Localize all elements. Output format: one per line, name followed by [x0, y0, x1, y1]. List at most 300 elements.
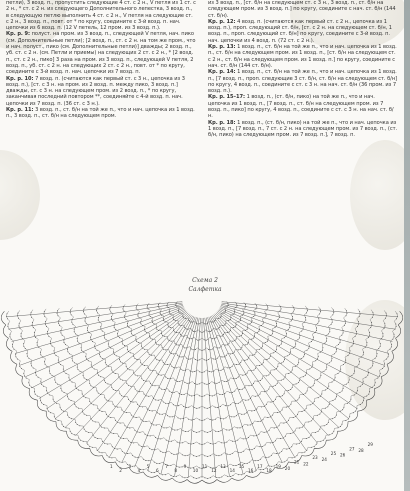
- chart-stitch: [252, 355, 253, 356]
- rose-decoration-mid-left: [0, 150, 40, 240]
- chart-arch: [181, 404, 191, 407]
- chart-stitch: [95, 348, 96, 349]
- chart-stitch: [244, 414, 245, 415]
- chart-stitch: [75, 333, 76, 334]
- chart-stitch: [242, 426, 243, 427]
- chart-stitch: [76, 406, 77, 407]
- chart-stitch: [30, 314, 31, 315]
- chart-stitch: [235, 326, 236, 327]
- chart-stitch: [318, 356, 319, 357]
- chart-stitch: [158, 344, 159, 345]
- chart-row-number: 3: [128, 464, 132, 469]
- chart-stitch: [366, 396, 367, 397]
- chart-stitch: [171, 366, 172, 367]
- chart-stitch: [145, 434, 146, 435]
- chart-stitch: [147, 307, 148, 308]
- chart-stitch: [372, 312, 373, 313]
- chart-stitch: [215, 419, 216, 420]
- chart-stitch: [247, 463, 248, 464]
- chart-arch: [155, 410, 165, 414]
- chart-stitch: [114, 327, 115, 328]
- chart-stitch: [320, 396, 321, 397]
- chart-stitch: [340, 371, 341, 372]
- chart-stitch: [158, 330, 159, 331]
- chart-stitch: [130, 352, 131, 353]
- chart-stitch: [244, 360, 245, 361]
- chart-stitch: [329, 329, 330, 330]
- chart-stitch: [104, 380, 105, 381]
- chart-stitch: [173, 476, 174, 477]
- chart-stitch: [267, 307, 268, 308]
- chart-stitch: [359, 311, 360, 312]
- chart-stitch: [27, 353, 28, 354]
- chart-stitch: [245, 304, 246, 305]
- chart-strand: [220, 308, 379, 377]
- chart-stitch: [232, 353, 233, 354]
- chart-stitch: [251, 339, 252, 340]
- chart-stitch: [173, 319, 174, 320]
- chart-stitch: [108, 346, 109, 347]
- chart-stitch: [132, 466, 133, 467]
- chart-stitch: [104, 443, 105, 444]
- chart-stitch: [166, 305, 167, 306]
- chart-stitch: [295, 366, 296, 367]
- chart-stitch: [21, 336, 22, 337]
- chart-stitch: [146, 332, 147, 333]
- chart-stitch: [181, 394, 182, 395]
- chart-stitch: [171, 453, 172, 454]
- chart-stitch: [127, 349, 128, 350]
- chart-stitch: [7, 313, 8, 314]
- paragraph-row-12: Кр. р. 12: 4 возд. п. (считаются как первый ст. с 2 н., цепочка из 1 возд. п.), проп. следующий ст. б/н, [ст. с 2 н. на следующем ст. б/н, 1 возд. п., проп. следующий ст. б/н] по кругу, соедините с 3-й возд. п. нач. цепочки из 4 возд. п. (72 ст. с 2 н.).: [208, 18, 392, 44]
- chart-stitch: [297, 339, 298, 340]
- chart-stitch: [245, 344, 246, 345]
- chart-stitch: [139, 432, 140, 433]
- chart-arch: [387, 341, 391, 351]
- chart-stitch: [113, 372, 114, 373]
- chart-stitch: [238, 474, 239, 475]
- chart-stitch: [219, 327, 220, 328]
- chart-row-number: 23: [312, 455, 318, 461]
- paragraph-row-14: Кр. р. 14: 1 возд. п., ст. б/н на той же п., что и нач. цепочка из 1 возд. п., [7 возд. п., проп. следующие 3 ст. б/н, ст. б/н на следующем ст. б/н] по кругу, 4 возд. п., соедините с ст. с 3 н. на нач. ст. б/н (36 пром. из 7 возд. п.).: [208, 69, 398, 95]
- chart-stitch: [326, 367, 327, 368]
- chart-stitch: [382, 333, 383, 334]
- chart-stitch: [217, 347, 218, 348]
- chart-stitch: [144, 446, 145, 447]
- chart-stitch: [192, 322, 193, 323]
- chart-stitch: [239, 389, 240, 390]
- chart-stitch: [211, 330, 212, 331]
- chart-stitch: [311, 420, 312, 421]
- chart-stitch: [234, 311, 235, 312]
- chart-stitch: [240, 320, 241, 321]
- chart-strand: [209, 317, 270, 467]
- chart-stitch: [170, 327, 171, 328]
- chart-stitch: [193, 331, 194, 332]
- chart-stitch: [241, 474, 242, 475]
- chart-stitch: [343, 330, 344, 331]
- chart-stitch: [104, 335, 105, 336]
- chart-stitch: [227, 454, 228, 455]
- chart-stitch: [291, 372, 292, 373]
- chart-stitch: [303, 394, 304, 395]
- chart-stitch: [299, 443, 300, 444]
- chart-stitch: [262, 446, 263, 447]
- chart-stitch: [111, 370, 112, 371]
- chart-stitch: [309, 368, 310, 369]
- chart-stitch: [77, 367, 78, 368]
- chart-stitch: [385, 318, 386, 319]
- chart-stitch: [67, 396, 68, 397]
- chart-stitch: [54, 416, 55, 417]
- chart-stitch: [239, 364, 240, 365]
- chart-stitch: [181, 325, 182, 326]
- chart-stitch: [149, 314, 150, 315]
- chart-stitch: [198, 324, 199, 325]
- chart-stitch: [113, 433, 114, 434]
- chart-stitch: [78, 408, 79, 409]
- chart-stitch: [94, 368, 95, 369]
- chart-stitch: [234, 416, 235, 417]
- chart-stitch: [270, 373, 271, 374]
- chart-arch: [240, 310, 244, 317]
- chart-arch: [217, 391, 227, 394]
- chart-stitch: [342, 424, 343, 425]
- chart-stitch: [346, 384, 347, 385]
- chart-stitch: [102, 411, 103, 412]
- chart-stitch: [93, 387, 94, 388]
- chart-stitch: [221, 316, 222, 317]
- chart-stitch: [149, 410, 150, 411]
- chart-stitch: [336, 351, 337, 352]
- chart-stitch: [121, 395, 122, 396]
- chart-stitch: [284, 393, 285, 394]
- chart-stitch: [317, 323, 318, 324]
- chart-stitch: [174, 392, 175, 393]
- chart-stitch: [185, 455, 186, 456]
- chart-stitch: [137, 431, 138, 432]
- chart-strand: [203, 318, 215, 478]
- chart-arch: [37, 340, 42, 350]
- chart-stitch: [83, 309, 84, 310]
- chart-stitch: [7, 318, 8, 319]
- chart-stitch: [122, 344, 123, 345]
- chart-stitch: [17, 359, 18, 360]
- chart-stitch: [247, 344, 248, 345]
- chart-stitch: [268, 374, 269, 375]
- chart-stitch: [325, 343, 326, 344]
- chart-stitch: [236, 307, 237, 308]
- paragraph-row-11-end: из 3 возд. п., [ст. б/н на следующем ст. с 3 н., 3 возд. п., ст. б/н на следующем пром. из 3 возд. п.] по кругу, соедините с нач. ст. б/н (144 ст. б/н).: [208, 0, 396, 19]
- chart-stitch: [299, 428, 300, 429]
- chart-stitch: [77, 424, 78, 425]
- chart-arch: [114, 323, 118, 331]
- chart-stitch: [104, 428, 105, 429]
- chart-stitch: [381, 338, 382, 339]
- chart-stitch: [202, 420, 203, 421]
- chart-stitch: [92, 447, 93, 448]
- chart-row-number: 22: [303, 461, 309, 467]
- chart-stitch: [119, 337, 120, 338]
- chart-stitch: [102, 331, 103, 332]
- chart-stitch: [345, 323, 346, 324]
- chart-arch: [304, 306, 307, 315]
- chart-stitch: [109, 457, 110, 458]
- chart-stitch: [40, 354, 41, 355]
- chart-stitch: [99, 354, 100, 355]
- chart-stitch: [356, 331, 357, 332]
- chart-stitch: [68, 399, 69, 400]
- chart-stitch: [262, 378, 263, 379]
- chart-arch: [187, 393, 197, 396]
- chart-stitch: [46, 390, 47, 391]
- chart-stitch: [248, 399, 249, 400]
- chart-stitch: [256, 409, 257, 410]
- chart-arch: [60, 404, 67, 412]
- chart-stitch: [210, 455, 211, 456]
- chart-stitch: [178, 312, 179, 313]
- chart-stitch: [212, 348, 213, 349]
- chart-stitch: [328, 422, 329, 423]
- chart-stitch: [231, 416, 232, 417]
- chart-stitch: [160, 313, 161, 314]
- chart-stitch: [388, 356, 389, 357]
- chart-stitch: [124, 396, 125, 397]
- chart-stitch: [144, 365, 145, 366]
- chart-stitch: [176, 367, 177, 368]
- chart-stitch: [314, 401, 315, 402]
- chart-stitch: [194, 371, 195, 372]
- chart-stitch: [295, 416, 296, 417]
- chart-stitch: [122, 410, 123, 411]
- chart-stitch: [225, 310, 226, 311]
- chart-stitch: [15, 356, 16, 357]
- chart-stitch: [96, 390, 97, 391]
- chart-stitch: [250, 424, 251, 425]
- chart-stitch: [193, 431, 194, 432]
- chart-arch: [308, 380, 315, 388]
- chart-arch: [54, 348, 59, 357]
- chart-stitch: [152, 320, 153, 321]
- chart-stitch: [183, 418, 184, 419]
- chart-stitch: [224, 381, 225, 382]
- chart-stitch: [72, 358, 73, 359]
- chart-edge-scallop: [392, 338, 398, 351]
- chart-stitch: [177, 355, 178, 356]
- chart-strand: [86, 315, 190, 444]
- chart-stitch: [230, 354, 231, 355]
- chart-arch: [223, 402, 233, 406]
- chart-stitch: [319, 414, 320, 415]
- chart-stitch: [159, 463, 160, 464]
- chart-arch: [111, 314, 115, 323]
- chart-stitch: [119, 359, 120, 360]
- chart-stitch: [156, 463, 157, 464]
- chart-stitch: [143, 459, 144, 460]
- chart-stitch: [183, 370, 184, 371]
- chart-stitch: [154, 472, 155, 473]
- chart-stitch: [111, 318, 112, 319]
- chart-strand: [188, 318, 200, 478]
- chart-stitch: [269, 358, 270, 359]
- chart-stitch: [12, 344, 13, 345]
- chart-stitch: [289, 325, 290, 326]
- chart-stitch: [279, 425, 280, 426]
- chart-stitch: [380, 373, 381, 374]
- chart-stitch: [215, 407, 216, 408]
- chart-stitch: [252, 320, 253, 321]
- chart-arch: [152, 460, 163, 464]
- chart-stitch: [285, 377, 286, 378]
- chart-stitch: [199, 383, 200, 384]
- chart-arch: [218, 416, 229, 419]
- chart-stitch: [117, 460, 118, 461]
- chart-stitch: [147, 409, 148, 410]
- chart-stitch: [74, 434, 75, 435]
- chart-stitch: [327, 406, 328, 407]
- chart-arch: [156, 325, 161, 331]
- chart-arch: [147, 303, 150, 311]
- chart-arch: [212, 380, 222, 383]
- chart-stitch: [341, 335, 342, 336]
- chart-stitch: [217, 407, 218, 408]
- chart-stitch: [255, 308, 256, 309]
- chart-stitch: [254, 410, 255, 411]
- chart-stitch: [273, 442, 274, 443]
- chart-stitch: [385, 326, 386, 327]
- chart-stitch: [268, 389, 269, 390]
- chart-stitch: [92, 420, 93, 421]
- chart-stitch: [152, 449, 153, 450]
- chart-stitch: [12, 346, 13, 347]
- chart-stitch: [137, 375, 138, 376]
- chart-stitch: [208, 349, 209, 350]
- chart-stitch: [179, 324, 180, 325]
- chart-arch: [368, 320, 372, 330]
- chart-stitch: [204, 407, 205, 408]
- chart-stitch: [224, 356, 225, 357]
- chart-stitch: [88, 332, 89, 333]
- chart-stitch: [240, 349, 241, 350]
- chart-stitch: [236, 415, 237, 416]
- chart-stitch: [333, 312, 334, 313]
- chart-stitch: [61, 409, 62, 410]
- chart-stitch: [65, 344, 66, 345]
- chart-stitch: [273, 401, 274, 402]
- chart-strand: [122, 316, 194, 462]
- chart-stitch: [33, 327, 34, 328]
- chart-stitch: [174, 331, 175, 332]
- chart-stitch: [182, 346, 183, 347]
- chart-stitch: [226, 355, 227, 356]
- chart-stitch: [186, 347, 187, 348]
- chart-stitch: [217, 358, 218, 359]
- chart-stitch: [284, 337, 285, 338]
- chart-stitch: [206, 360, 207, 361]
- chart-stitch: [326, 338, 327, 339]
- chart-stitch: [360, 314, 361, 315]
- chart-stitch: [270, 442, 271, 443]
- chart-stitch: [47, 334, 48, 335]
- chart-stitch: [199, 419, 200, 420]
- chart-stitch: [228, 305, 229, 306]
- chart-stitch: [184, 327, 185, 328]
- chart-stitch: [289, 448, 290, 449]
- chart-stitch: [57, 313, 58, 314]
- chart-stitch: [345, 362, 346, 363]
- chart-stitch: [31, 312, 32, 313]
- chart-stitch: [372, 317, 373, 318]
- chart-stitch: [98, 393, 99, 394]
- chart-stitch: [166, 427, 167, 428]
- chart-stitch: [358, 321, 359, 322]
- chart-arch: [329, 412, 337, 419]
- chart-arch: [376, 341, 380, 351]
- chart-stitch: [55, 419, 56, 420]
- chart-arch: [166, 413, 176, 417]
- chart-stitch: [88, 360, 89, 361]
- chart-arch: [10, 331, 14, 341]
- chart-stitch: [237, 305, 238, 306]
- chart-stitch: [159, 414, 160, 415]
- chart-stitch: [238, 321, 239, 322]
- chart-stitch: [340, 340, 341, 341]
- chart-stitch: [234, 391, 235, 392]
- chart-stitch: [111, 316, 112, 317]
- chart-stitch: [227, 306, 228, 307]
- chart-stitch: [232, 366, 233, 367]
- chart-stitch: [278, 319, 279, 320]
- chart-stitch: [162, 414, 163, 415]
- chart-stitch: [178, 323, 179, 324]
- chart-arch: [231, 375, 240, 379]
- chart-stitch: [234, 352, 235, 353]
- chart-stitch: [133, 416, 134, 417]
- chart-stitch: [100, 394, 101, 395]
- chart-arch: [34, 330, 38, 340]
- chart-stitch: [63, 369, 64, 370]
- chart-stitch: [176, 344, 177, 345]
- chart-stitch: [286, 449, 287, 450]
- chart-row-number: 10: [192, 468, 199, 473]
- chart-stitch: [218, 370, 219, 371]
- chart-stitch: [307, 390, 308, 391]
- chart-stitch: [124, 345, 125, 346]
- chart-stitch: [137, 316, 138, 317]
- chart-arch: [359, 349, 364, 358]
- chart-stitch: [114, 325, 115, 326]
- chart-stitch: [160, 451, 161, 452]
- chart-stitch: [204, 419, 205, 420]
- chart-stitch: [27, 356, 28, 357]
- chart-stitch: [262, 346, 263, 347]
- chart-stitch: [35, 337, 36, 338]
- chart-stitch: [176, 306, 177, 307]
- chart-stitch: [109, 309, 110, 310]
- chart-stitch: [58, 320, 59, 321]
- chart-stitch: [97, 438, 98, 439]
- chart-row-number: 5: [146, 464, 150, 469]
- chart-stitch: [204, 371, 205, 372]
- chart-arch: [286, 323, 290, 331]
- chart-stitch: [346, 310, 347, 311]
- chart-stitch: [113, 352, 114, 353]
- chart-arch: [78, 435, 87, 441]
- chart-stitch: [62, 424, 63, 425]
- chart-stitch: [133, 356, 134, 357]
- chart-stitch: [20, 328, 21, 329]
- chart-stitch: [304, 452, 305, 453]
